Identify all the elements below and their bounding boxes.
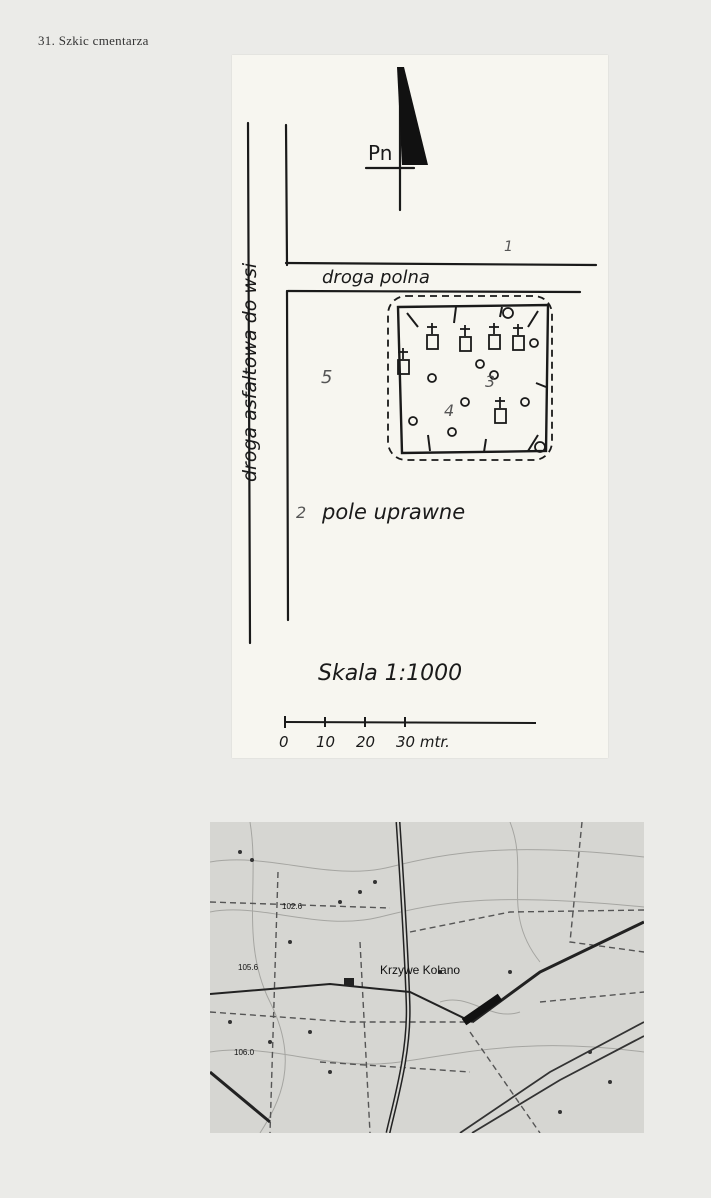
marker-1: 1 (504, 239, 513, 255)
scale-tick-30: 30 mtr. (396, 733, 450, 751)
field-road-bottom (288, 291, 580, 292)
graves-with-crosses (398, 323, 524, 423)
scale-bar (284, 716, 536, 728)
field-road-top (286, 263, 596, 265)
scale-tick-20: 20 (356, 733, 376, 751)
road-right-line-bottom (287, 291, 288, 620)
marker-2: 2 (296, 503, 307, 522)
map-elevation-3: 106.0 (234, 1048, 255, 1057)
road-right-line-top (286, 125, 287, 265)
marker-3: 3 (485, 372, 496, 391)
road-vertical-label: droga asfaltowa do wsi (239, 262, 261, 482)
map-village-label: Krzywe Kolano (380, 963, 461, 977)
field-label: pole uprawne (322, 500, 466, 524)
sketch-drawing (232, 55, 608, 758)
scale-label: Skala 1:1000 (318, 661, 463, 686)
page-caption: 31. Szkic cmentarza (38, 33, 149, 48)
north-arrow-head (397, 67, 428, 165)
marker-5: 5 (321, 367, 333, 388)
north-label: Pn (368, 141, 393, 165)
map-elevation-2: 105.6 (238, 963, 259, 972)
topographic-map (210, 822, 644, 1133)
scale-tick-0: 0 (279, 733, 289, 751)
cemetery-wall (398, 305, 548, 453)
scale-tick-10: 10 (316, 733, 336, 751)
map-drawing (210, 822, 644, 1133)
cemetery-sketch (232, 55, 608, 758)
map-elevation-1: 102.6 (282, 902, 303, 911)
road-horizontal-label: droga polna (322, 267, 430, 288)
marker-4: 4 (444, 401, 455, 420)
grave-circles (409, 308, 545, 452)
